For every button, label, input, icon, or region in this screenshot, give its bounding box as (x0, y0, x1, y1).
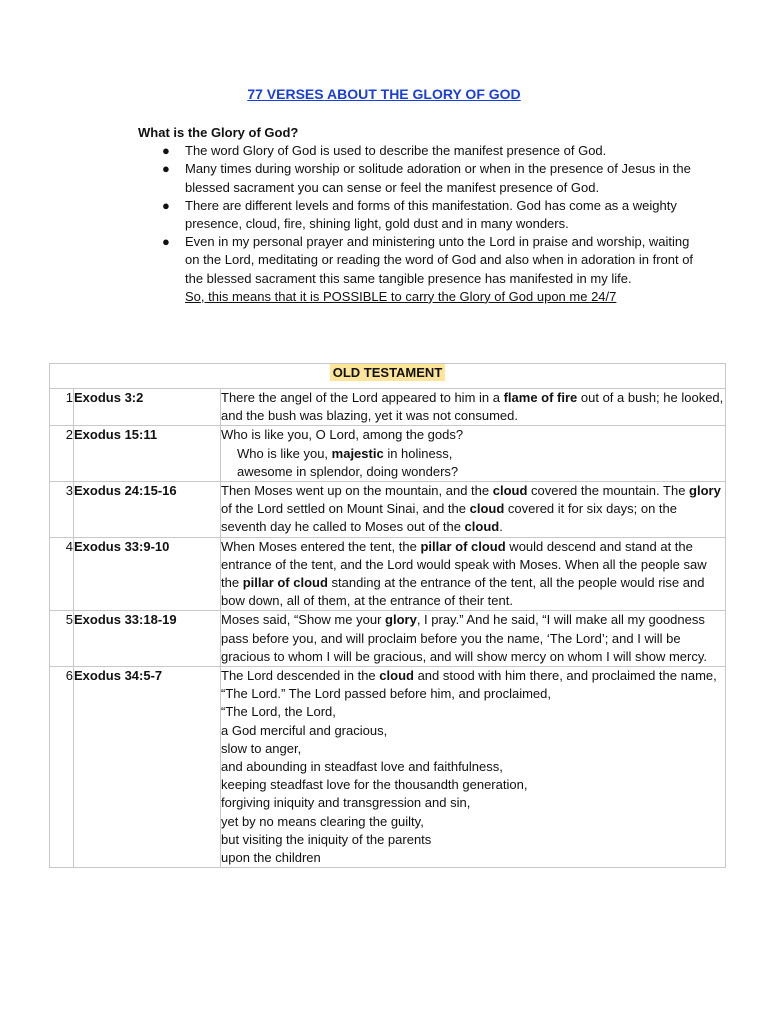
verse-text-cell (221, 537, 726, 611)
verse-row (50, 389, 726, 426)
verse-text: standing at the entrance of the tent, all the people would rise and bow down, all of them, at the entrance of their tent. (221, 575, 705, 609)
verse-text: Then Moses went up on the mountain, and the (221, 483, 493, 499)
bullet-item (138, 160, 698, 196)
verse-emphasis: glory (689, 483, 721, 499)
verse-text-cell (221, 389, 726, 426)
verse-emphasis: flame of fire (503, 390, 578, 405)
verse-line: upon the children (221, 850, 321, 866)
section-label: OLD TESTAMENT (330, 364, 446, 381)
verse-row (50, 611, 726, 667)
verse-emphasis: majestic (331, 445, 384, 461)
verse-text: covered it for six days; on the seventh day he called to Moses out of the (221, 501, 677, 535)
verses-table (49, 363, 726, 868)
verse-number-cell (50, 426, 74, 482)
verse-number: 4 (65, 538, 73, 554)
verse-line: forgiving iniquity and transgression and sin, (221, 795, 471, 811)
bullet-item (138, 233, 698, 288)
intro-conclusion: So, this means that it is POSSIBLE to carry the Glory of God upon me 24/7 (185, 288, 617, 304)
bullet-dot-icon: ● (162, 197, 170, 213)
verse-text-cell (221, 667, 726, 868)
bullet-text: The word Glory of God is used to describe the manifest presence of God. (185, 143, 607, 159)
verse-number-cell (50, 389, 74, 426)
verse-reference: Exodus 3:2 (74, 390, 144, 405)
verse-reference-cell (74, 426, 221, 482)
verse-line: “The Lord, the Lord, (221, 704, 336, 720)
verse-reference-cell (74, 611, 221, 667)
verse-text-cell (221, 482, 726, 538)
bullet-text: There are different levels and forms of this manifestation. God has come as a weighty presence, cloud, fire, shining light, gold dust and in many wonders. (185, 197, 677, 232)
verse-text: would descend and stand at the entrance of the tent, and the Lord would speak with Moses. When all the people saw the (221, 538, 707, 591)
verse-text: Who is like you, (237, 445, 332, 461)
verse-line: keeping steadfast love for the thousandth generation, (221, 777, 528, 793)
verse-row (50, 482, 726, 538)
verse-reference-cell (74, 482, 221, 538)
bullet-text: Even in my personal prayer and ministering unto the Lord in praise and worship, waiting on the Lord, meditating or reading the word of God and also when in adoration in front of the blessed sacrament this same tangible presence has manifested in my life. (185, 234, 694, 286)
intro-section (138, 124, 698, 306)
verse-reference: Exodus 33:9-10 (74, 538, 170, 554)
verse-line: slow to anger, (221, 740, 302, 756)
verse-line (221, 445, 725, 463)
bullet-item (138, 142, 698, 160)
bullet-dot-icon: ● (162, 161, 170, 177)
verse-number: 3 (65, 483, 73, 499)
verse-line: yet by no means clearing the guilty, (221, 813, 424, 829)
verse-number: 2 (65, 427, 73, 443)
verse-text: , I pray.” And he said, “I will make all my goodness pass before you, and will proclaim before you the name, ‘The Lord’; and I will be gracious to whom I will be gracious, and will show mercy on whom I will show mercy. (221, 612, 707, 664)
verse-row (50, 426, 726, 482)
verse-number-cell (50, 611, 74, 667)
verse-reference: Exodus 33:18-19 (74, 612, 177, 628)
verse-emphasis: glory (385, 612, 417, 628)
verse-row (50, 537, 726, 611)
intro-bullet-list (138, 142, 698, 288)
verse-number: 1 (65, 390, 73, 405)
verse-text: . (499, 519, 503, 535)
verse-number: 5 (65, 612, 73, 628)
verse-line: a God merciful and gracious, (221, 722, 388, 738)
verse-line: awesome in splendor, doing wonders? (237, 463, 459, 479)
verse-text-cell (221, 426, 726, 482)
verse-emphasis: cloud (379, 668, 414, 684)
verse-reference-cell (74, 667, 221, 868)
verse-reference-cell (74, 389, 221, 426)
verse-line: and abounding in steadfast love and faithfulness, (221, 759, 503, 775)
bullet-dot-icon: ● (162, 234, 170, 250)
verse-number-cell (50, 537, 74, 611)
bullet-text: Many times during worship or solitude adoration or when in the presence of Jesus in the blessed sacrament you can sense or feel the manifest presence of God. (185, 161, 691, 195)
bullet-dot-icon: ● (162, 143, 170, 159)
verse-number: 6 (65, 668, 73, 684)
verse-text: The Lord descended in the (221, 668, 380, 684)
verse-emphasis: cloud (464, 519, 500, 535)
verse-text-cell (221, 611, 726, 667)
verse-row (50, 667, 726, 868)
verse-text: and stood with him there, and proclaimed the name, “The Lord.” The Lord passed before him, and proclaimed, (221, 668, 717, 702)
verse-text: There the angel of the Lord appeared to him in a (221, 390, 504, 405)
intro-heading: What is the Glory of God? (138, 125, 299, 140)
verse-line (221, 667, 725, 703)
verse-emphasis: pillar of cloud (242, 575, 328, 591)
verse-text: covered the mountain. The (527, 483, 690, 499)
verse-emphasis: cloud (469, 501, 505, 517)
verse-text: When Moses entered the tent, the (221, 538, 421, 554)
verse-emphasis: pillar of cloud (420, 538, 506, 554)
verse-line: but visiting the iniquity of the parents (221, 831, 432, 847)
verse-reference: Exodus 15:11 (74, 427, 158, 443)
page-title[interactable]: 77 VERSES ABOUT THE GLORY OF GOD (247, 86, 521, 102)
verse-number-cell (50, 482, 74, 538)
verse-reference: Exodus 34:5-7 (74, 668, 163, 684)
verse-reference-cell (74, 537, 221, 611)
section-header-row (50, 364, 726, 389)
verse-line: Who is like you, O Lord, among the gods? (221, 427, 464, 443)
verse-number-cell (50, 667, 74, 868)
verse-emphasis: cloud (492, 483, 528, 499)
bullet-item (138, 197, 698, 233)
verse-text: Moses said, “Show me your (221, 612, 386, 628)
section-header-cell (50, 364, 726, 389)
verse-text: of the Lord settled on Mount Sinai, and the (221, 501, 470, 517)
verse-reference: Exodus 24:15-16 (74, 483, 177, 499)
verse-text: in holiness, (383, 445, 453, 461)
verse-text: out of a bush; he looked, and the bush was blazing, yet it was not consumed. (221, 390, 724, 424)
